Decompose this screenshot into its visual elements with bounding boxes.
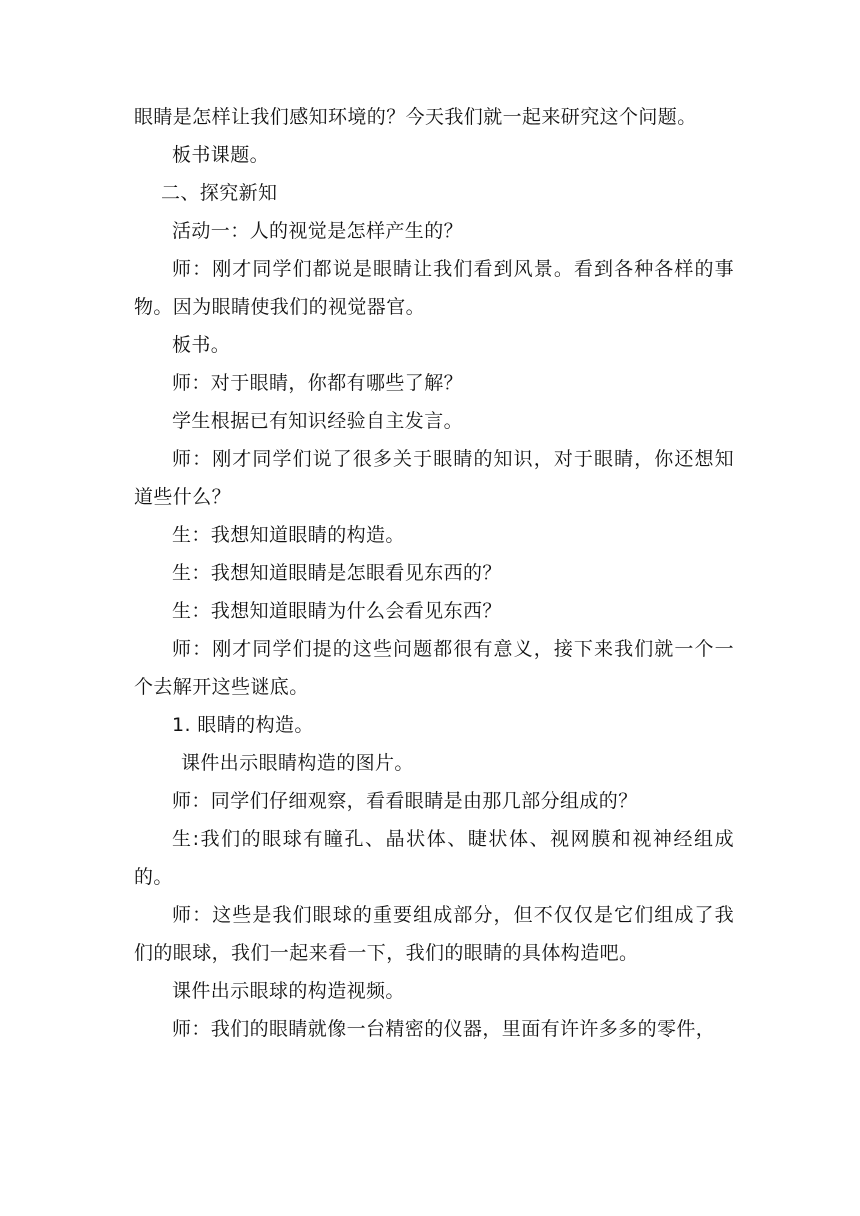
paragraph: 师：刚才同学们都说是眼睛让我们看到风景。看到各种各样的事物。因为眼睛使我们的视觉器官。 — [134, 258, 734, 318]
paragraph: 眼睛是怎样让我们感知环境的？今天我们就一起来研究这个问题。 — [134, 106, 697, 128]
paragraph: 课件出示眼睛构造的图片。 — [181, 752, 414, 774]
document-body — [134, 98, 734, 1048]
paragraph: 师：刚才同学们提的这些问题都很有意义，接下来我们就一个一个去解开这些谜底。 — [134, 638, 734, 698]
paragraph: 生:我们的眼球有瞳孔、晶状体、睫状体、视网膜和视神经组成的。 — [134, 828, 734, 888]
subsection-heading: 1. 眼睛的构造。 — [172, 714, 314, 736]
paragraph: 师：这些是我们眼球的重要组成部分，但不仅仅是它们组成了我们的眼球，我们一起来看一下，我们的眼睛的具体构造吧。 — [134, 904, 734, 964]
section-heading: 二、探究新知 — [161, 182, 278, 204]
paragraph: 板书课题。 — [172, 144, 270, 166]
paragraph: 师：对于眼睛，你都有哪些了解？ — [172, 372, 464, 394]
paragraph: 师：同学们仔细观察，看看眼睛是由那几部分组成的？ — [172, 790, 638, 812]
paragraph: 生：我想知道眼睛为什么会看见东西？ — [172, 600, 502, 622]
paragraph: 学生根据已有知识经验自主发言。 — [172, 410, 464, 432]
paragraph: 板书。 — [172, 334, 231, 356]
paragraph: 课件出示眼球的构造视频。 — [172, 980, 405, 1002]
paragraph: 师：我们的眼睛就像一台精密的仪器，里面有许许多多的零件， — [172, 1018, 716, 1040]
paragraph: 师：刚才同学们说了很多关于眼睛的知识，对于眼睛，你还想知道些什么？ — [134, 448, 734, 508]
activity-heading: 活动一：人的视觉是怎样产生的？ — [172, 220, 464, 242]
paragraph: 生：我想知道眼睛的构造。 — [172, 524, 405, 546]
paragraph: 生：我想知道眼睛是怎眼看见东西的？ — [172, 562, 502, 584]
